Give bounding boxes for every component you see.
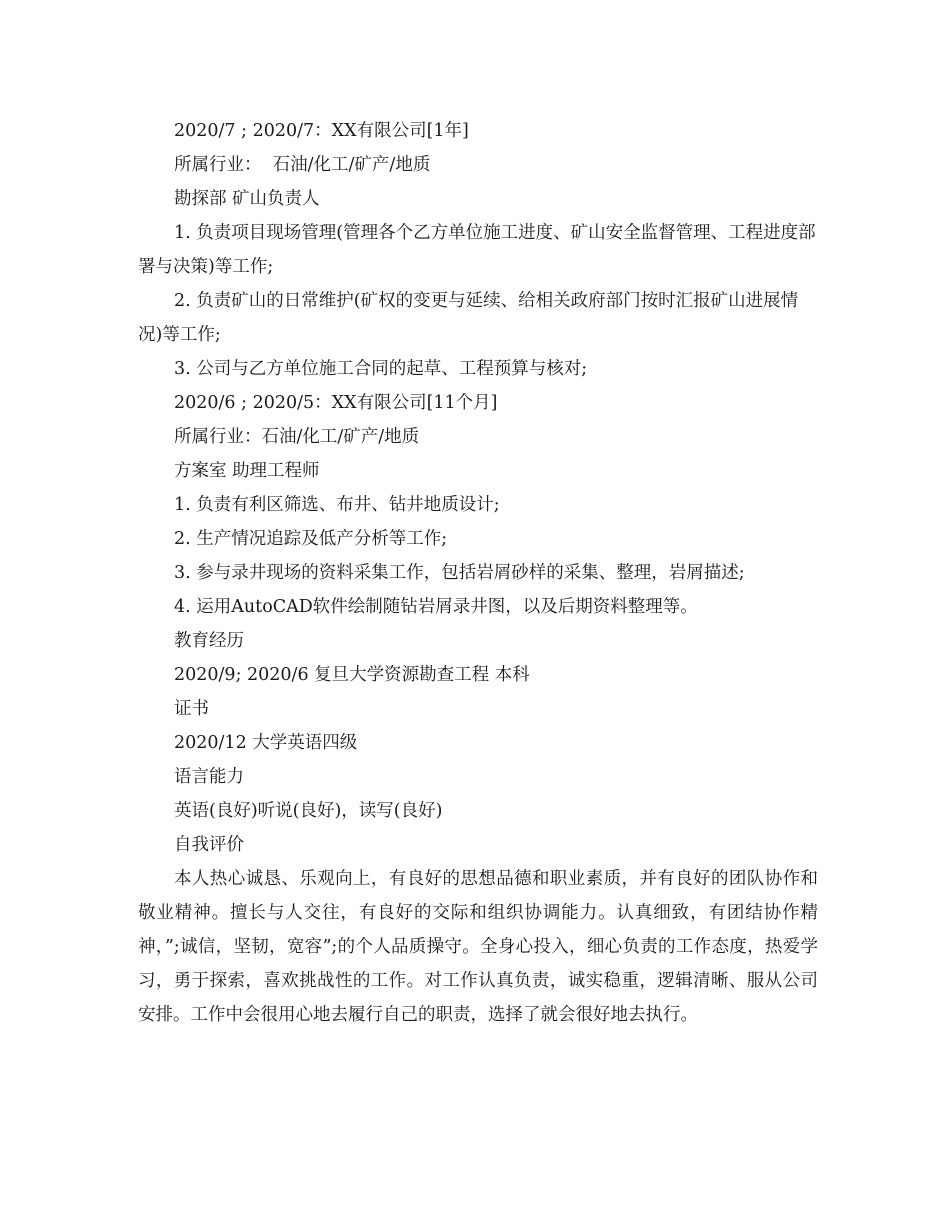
job3-industry: 所属行业：石油/化工/矿产/地质 bbox=[174, 427, 420, 447]
job2-dept-role: 勘探部 矿山负责人 bbox=[174, 189, 320, 209]
job2-industry: 所属行业： 石油/化工/矿产/地质 bbox=[174, 155, 431, 175]
certificates-entry: 2020/12 大学英语四级 bbox=[174, 733, 358, 753]
job3-duty-2: 2. 生产情况追踪及低产分析等工作; bbox=[174, 529, 448, 549]
resume-body bbox=[138, 114, 818, 1032]
certificates-heading: 证书 bbox=[174, 699, 209, 719]
education-entry: 2020/9; 2020/6 复旦大学资源勘查工程 本科 bbox=[174, 665, 530, 685]
job3-period: 2020/6 ; 2020/5：XX有限公司[11个月] bbox=[174, 393, 498, 413]
job3-duty-3: 3. 参与录井现场的资料采集工作，包括岩屑砂样的采集、整理，岩屑描述; bbox=[174, 563, 745, 583]
self-eval-heading: 自我评价 bbox=[174, 835, 244, 855]
language-heading: 语言能力 bbox=[174, 767, 244, 787]
job2-duty-3: 3. 公司与乙方单位施工合同的起草、工程预算与核对; bbox=[174, 359, 588, 379]
job2-duty-1: 1. 负责项目现场管理(管理各个乙方单位施工进度、矿山安全监督管理、工程进度部署与决策)等工作; bbox=[138, 223, 816, 277]
job2-period: 2020/7 ; 2020/7：XX有限公司[1年] bbox=[174, 121, 469, 141]
job3-dept-role: 方案室 助理工程师 bbox=[174, 461, 320, 481]
self-eval-text: 本人热心诚恳、乐观向上，有良好的思想品德和职业素质，并有良好的团队协作和敬业精神。擅长与人交往，有良好的交际和组织协调能力。认真细致，有团结协作精神，”;诚信，坚韧，宽容”;的个人品质操守。全身心投入，细心负责的工作态度，热爱学习，勇于探索，喜欢挑战性的工作。对工作认真负责，诚实稳重，逻辑清晰、服从公司安排。工作中会很用心地去履行自己的职责，选择了就会很好地去执行。 bbox=[138, 869, 818, 1025]
job3-duty-4: 4. 运用AutoCAD软件绘制随钻岩屑录井图，以及后期资料整理等。 bbox=[174, 597, 698, 617]
job3-duty-1: 1. 负责有利区筛选、布井、钻井地质设计; bbox=[174, 495, 500, 515]
language-entry: 英语(良好)听说(良好)，读写(良好) bbox=[174, 801, 443, 821]
education-heading: 教育经历 bbox=[174, 631, 244, 651]
job2-duty-2: 2. 负责矿山的日常维护(矿权的变更与延续、给相关政府部门按时汇报矿山进展情况)等工作; bbox=[138, 291, 799, 345]
